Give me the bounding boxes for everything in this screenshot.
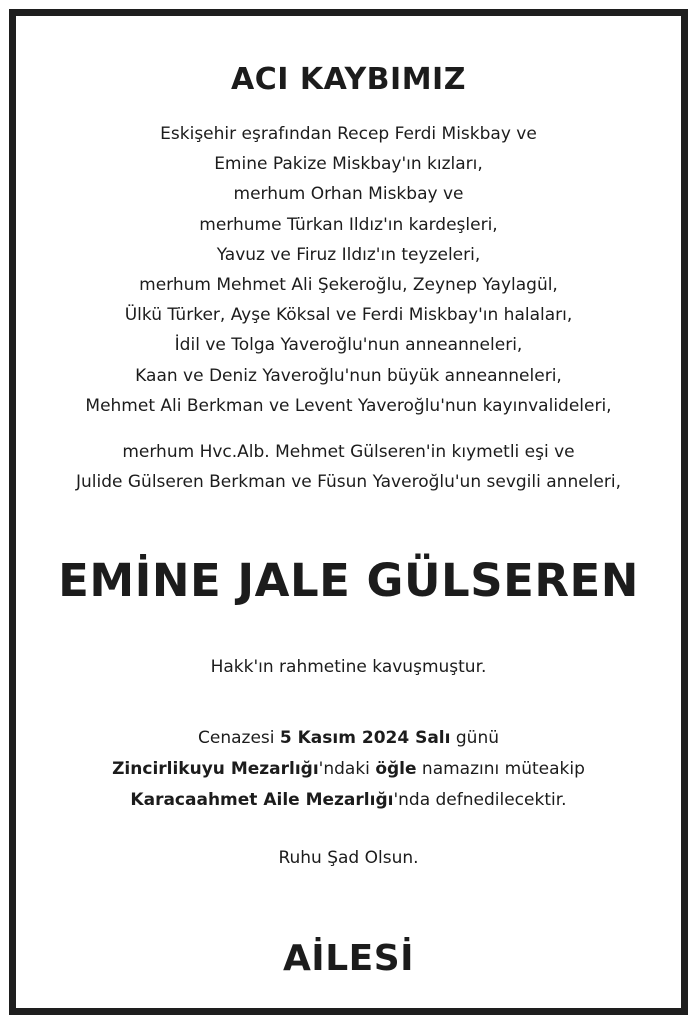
funeral-line-prayer: Zincirlikuyu Mezarlığı'ndaki öğle namazını müteakip [112,759,585,779]
relation-line: Yavuz ve Firuz Ildız'ın teyzeleri, [216,244,481,265]
burial-location: Karacaahmet Aile Mezarlığı [130,790,394,810]
funeral-line-date: Cenazesi 5 Kasım 2024 Salı günü [198,728,499,748]
relation-line: Eskişehir eşrafından Recep Ferdi Miskbay ve [160,124,537,144]
passed-away-text: Hakk'ın rahmetine kavuşmuştur. [210,657,487,677]
obituary-heading: ACI KAYBIMIZ [231,62,466,97]
relation-line: Mehmet Ali Berkman ve Levent Yaveroğlu'nun kayınvalideleri, [85,395,612,416]
prayer-time: öğle [375,759,417,779]
relation-line: İdil ve Tolga Yaveroğlu'nun anneanneleri, [174,335,523,356]
relation-line: Julide Gülseren Berkman ve Füsun Yaveroğlu'un sevgili anneleri, [76,472,621,493]
spouse-relations-block [16,437,681,497]
funeral-date: 5 Kasım 2024 Salı [279,728,451,748]
relation-line: Kaan ve Deniz Yaveroğlu'nun büyük anneanneleri, [135,365,562,386]
relation-line: merhum Orhan Miskbay ve [233,184,464,205]
obituary-frame [9,9,688,1015]
funeral-line-burial: Karacaahmet Aile Mezarlığı'nda defnedilecektir. [130,790,567,810]
relation-line: merhum Hvc.Alb. Mehmet Gülseren'in kıymetli eşi ve [122,442,575,462]
relation-line: Ülkü Türker, Ayşe Köksal ve Ferdi Miskbay'ın halaları, [124,305,573,326]
family-signature: AİLESİ [282,938,415,979]
relation-line: merhume Türkan Ildız'ın kardeşleri, [199,214,498,235]
blessing-text: Ruhu Şad Olsun. [278,848,419,868]
prayer-location: Zincirlikuyu Mezarlığı [112,759,319,779]
funeral-details [16,723,681,816]
deceased-name: EMİNE JALE GÜLSEREN [58,554,639,607]
family-relations-block [16,119,681,421]
relation-line: merhum Mehmet Ali Şekeroğlu, Zeynep Yaylagül, [139,275,558,296]
relation-line: Emine Pakize Miskbay'ın kızları, [214,154,483,175]
